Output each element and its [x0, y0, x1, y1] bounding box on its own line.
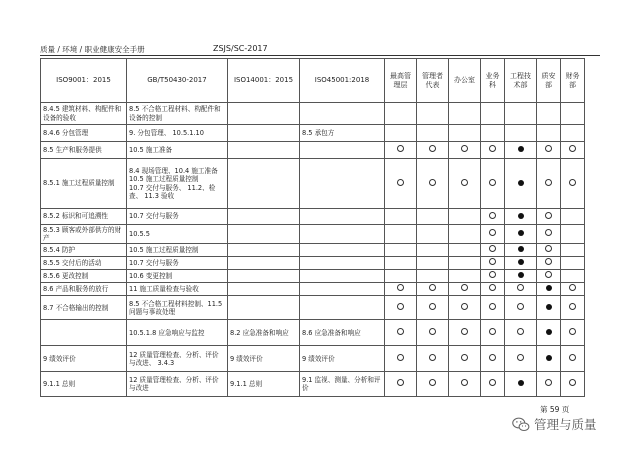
- primary-responsibility-mark: [518, 213, 524, 219]
- cell-iso45001: 8.6 应急准备和响应: [300, 320, 385, 346]
- cell-gbt50430: 12 质量管理检查、分析、评价与改进、 3.4.3: [127, 346, 228, 372]
- table-row: [41, 320, 585, 346]
- responsibility-cell: [449, 225, 481, 244]
- related-responsibility-mark: [569, 145, 576, 152]
- responsibility-cell: [417, 142, 449, 159]
- responsibility-cell: [449, 142, 481, 159]
- responsibility-cell: [481, 372, 505, 397]
- related-responsibility-mark: [489, 271, 496, 278]
- table-row: [41, 270, 585, 283]
- cell-iso9001: 8.5.5 交付后的活动: [41, 257, 127, 270]
- responsibility-cell: [449, 103, 481, 125]
- related-responsibility-mark: [489, 303, 496, 310]
- related-responsibility-mark: [569, 284, 576, 291]
- cell-iso14001: 9 绩效评价: [228, 346, 300, 372]
- responsibility-cell: [505, 103, 537, 125]
- related-responsibility-mark: [545, 212, 552, 219]
- responsibility-cell: [537, 159, 561, 209]
- cell-gbt50430: 10.6 变更控制: [127, 270, 228, 283]
- cell-iso14001: [228, 283, 300, 296]
- responsibility-cell: [561, 283, 585, 296]
- cell-iso9001: 8.5.3 顾客或外部供方的财产: [41, 225, 127, 244]
- cell-iso9001: 9 绩效评价: [41, 346, 127, 372]
- col-header-iso45001: ISO45001:2018: [300, 59, 385, 103]
- related-responsibility-mark: [489, 379, 496, 386]
- related-responsibility-mark: [569, 379, 576, 386]
- primary-responsibility-mark: [518, 380, 524, 386]
- responsibility-cell: [505, 244, 537, 257]
- related-responsibility-mark: [461, 328, 468, 335]
- cell-iso45001: [300, 296, 385, 320]
- related-responsibility-mark: [489, 354, 496, 361]
- cell-iso9001: 8.5.6 更改控制: [41, 270, 127, 283]
- responsibility-cell: [417, 103, 449, 125]
- responsibility-cell: [385, 346, 417, 372]
- responsibility-cell: [505, 125, 537, 142]
- related-responsibility-mark: [489, 284, 496, 291]
- responsibility-cell: [481, 209, 505, 225]
- responsibility-cell: [481, 283, 505, 296]
- related-responsibility-mark: [545, 379, 552, 386]
- responsibility-cell: [505, 159, 537, 209]
- cell-iso14001: [228, 209, 300, 225]
- responsibility-cell: [417, 125, 449, 142]
- related-responsibility-mark: [397, 303, 404, 310]
- cell-iso14001: [228, 225, 300, 244]
- document-code: ZSJS/SC-2017: [213, 44, 268, 53]
- responsibility-cell: [481, 225, 505, 244]
- table-row: [41, 125, 585, 142]
- cell-iso14001: 9.1.1 总则: [228, 372, 300, 397]
- primary-responsibility-mark: [518, 259, 524, 265]
- cell-iso9001: 8.7 不合格输出的控制: [41, 296, 127, 320]
- cell-iso14001: [228, 296, 300, 320]
- responsibility-cell: [417, 244, 449, 257]
- responsibility-cell: [561, 346, 585, 372]
- page-header: [40, 42, 600, 56]
- responsibility-cell: [505, 225, 537, 244]
- col-header-gbt50430: GB/T50430-2017: [127, 59, 228, 103]
- responsibility-cell: [481, 159, 505, 209]
- responsibility-cell: [385, 142, 417, 159]
- manual-title: 质量 / 环境 / 职业健康安全手册: [40, 45, 145, 54]
- cell-gbt50430: 11 施工质量检查与验收: [127, 283, 228, 296]
- cell-iso45001: 9.1 监视、测量、分析和评价: [300, 372, 385, 397]
- responsibility-cell: [385, 159, 417, 209]
- table-row: [41, 283, 585, 296]
- responsibility-cell: [537, 125, 561, 142]
- responsibility-cell: [537, 270, 561, 283]
- responsibility-cell: [561, 244, 585, 257]
- related-responsibility-mark: [461, 179, 468, 186]
- related-responsibility-mark: [545, 179, 552, 186]
- cell-gbt50430: 10.5.1.8 应急响应与监控: [127, 320, 228, 346]
- cell-iso14001: 8.2 应急准备和响应: [228, 320, 300, 346]
- col-header-finance: 财务部: [561, 59, 585, 103]
- responsibility-cell: [561, 142, 585, 159]
- responsibility-cell: [417, 159, 449, 209]
- cell-gbt50430: 8.5 不合格工程材料控制、11.5 问题与事故处理: [127, 296, 228, 320]
- cell-iso9001: 8.5.1 施工过程质量控制: [41, 159, 127, 209]
- related-responsibility-mark: [489, 245, 496, 252]
- related-responsibility-mark: [569, 303, 576, 310]
- responsibility-cell: [537, 142, 561, 159]
- related-responsibility-mark: [517, 354, 524, 361]
- responsibility-cell: [385, 257, 417, 270]
- col-header-iso9001: ISO9001：2015: [41, 59, 127, 103]
- cell-iso14001: [228, 142, 300, 159]
- related-responsibility-mark: [545, 245, 552, 252]
- related-responsibility-mark: [569, 328, 576, 335]
- responsibility-cell: [505, 372, 537, 397]
- responsibility-cell: [505, 257, 537, 270]
- responsibility-cell: [481, 320, 505, 346]
- cell-gbt50430: 10.7 交付与服务: [127, 257, 228, 270]
- responsibility-cell: [505, 320, 537, 346]
- responsibility-cell: [537, 296, 561, 320]
- responsibility-cell: [417, 372, 449, 397]
- responsibility-cell: [417, 257, 449, 270]
- responsibility-cell: [537, 372, 561, 397]
- responsibility-cell: [385, 209, 417, 225]
- cell-gbt50430: 10.5 施工准备: [127, 142, 228, 159]
- watermark-text: 管理与质量: [534, 417, 597, 432]
- table-header-row: [41, 59, 585, 103]
- responsibility-cell: [385, 320, 417, 346]
- related-responsibility-mark: [489, 328, 496, 335]
- responsibility-cell: [417, 346, 449, 372]
- responsibility-cell: [481, 270, 505, 283]
- responsibility-cell: [505, 209, 537, 225]
- primary-responsibility-mark: [518, 146, 524, 152]
- responsibility-cell: [449, 320, 481, 346]
- responsibility-cell: [505, 142, 537, 159]
- cell-iso45001: [300, 283, 385, 296]
- related-responsibility-mark: [489, 229, 496, 236]
- related-responsibility-mark: [429, 354, 436, 361]
- primary-responsibility-mark: [518, 272, 524, 278]
- cell-iso14001: [228, 103, 300, 125]
- cell-iso45001: [300, 142, 385, 159]
- cell-gbt50430: 10.5.5: [127, 225, 228, 244]
- cell-iso45001: 9 绩效评价: [300, 346, 385, 372]
- primary-responsibility-mark: [518, 230, 524, 236]
- related-responsibility-mark: [429, 328, 436, 335]
- related-responsibility-mark: [569, 179, 576, 186]
- cell-iso14001: [228, 244, 300, 257]
- responsibility-cell: [449, 372, 481, 397]
- primary-responsibility-mark: [518, 180, 524, 186]
- related-responsibility-mark: [397, 354, 404, 361]
- cell-gbt50430: 10.5 施工过程质量控制: [127, 244, 228, 257]
- primary-responsibility-mark: [546, 285, 552, 291]
- cell-iso14001: [228, 270, 300, 283]
- cell-iso9001: 8.5.4 防护: [41, 244, 127, 257]
- related-responsibility-mark: [461, 379, 468, 386]
- responsibility-cell: [385, 125, 417, 142]
- related-responsibility-mark: [545, 145, 552, 152]
- cell-iso9001: 8.4.5 建筑材料、构配件和设备的验收: [41, 103, 127, 125]
- related-responsibility-mark: [489, 179, 496, 186]
- related-responsibility-mark: [545, 258, 552, 265]
- col-header-office: 办公室: [449, 59, 481, 103]
- responsibility-cell: [385, 103, 417, 125]
- cell-iso45001: [300, 225, 385, 244]
- responsibility-cell: [505, 283, 537, 296]
- responsibility-cell: [449, 159, 481, 209]
- responsibility-cell: [449, 244, 481, 257]
- responsibility-cell: [481, 125, 505, 142]
- responsibility-cell: [561, 125, 585, 142]
- responsibility-cell: [449, 270, 481, 283]
- related-responsibility-mark: [489, 258, 496, 265]
- related-responsibility-mark: [517, 328, 524, 335]
- cell-iso9001: 9.1.1 总则: [41, 372, 127, 397]
- col-header-quality-safety: 质安部: [537, 59, 561, 103]
- cell-iso45001: 8.5 承包方: [300, 125, 385, 142]
- related-responsibility-mark: [517, 284, 524, 291]
- responsibility-cell: [449, 257, 481, 270]
- related-responsibility-mark: [397, 179, 404, 186]
- responsibility-cell: [481, 346, 505, 372]
- table-row: [41, 257, 585, 270]
- responsibility-cell: [561, 270, 585, 283]
- table-row: [41, 159, 585, 209]
- cell-iso14001: [228, 257, 300, 270]
- responsibility-cell: [417, 283, 449, 296]
- responsibility-cell: [537, 103, 561, 125]
- cell-iso9001: [41, 320, 127, 346]
- related-responsibility-mark: [517, 303, 524, 310]
- related-responsibility-mark: [429, 145, 436, 152]
- related-responsibility-mark: [397, 328, 404, 335]
- responsibility-cell: [449, 209, 481, 225]
- table-row: [41, 225, 585, 244]
- responsibility-cell: [385, 283, 417, 296]
- primary-responsibility-mark: [518, 246, 524, 252]
- related-responsibility-mark: [429, 379, 436, 386]
- responsibility-cell: [385, 225, 417, 244]
- related-responsibility-mark: [397, 284, 404, 291]
- cell-iso45001: [300, 257, 385, 270]
- related-responsibility-mark: [545, 229, 552, 236]
- responsibility-cell: [449, 125, 481, 142]
- responsibility-cell: [481, 142, 505, 159]
- responsibility-cell: [417, 296, 449, 320]
- primary-responsibility-mark: [546, 304, 552, 310]
- related-responsibility-mark: [429, 303, 436, 310]
- responsibility-cell: [385, 270, 417, 283]
- cell-iso9001: 8.4.6 分包管理: [41, 125, 127, 142]
- responsibility-cell: [385, 244, 417, 257]
- responsibility-cell: [561, 257, 585, 270]
- responsibility-cell: [561, 103, 585, 125]
- cell-iso45001: [300, 159, 385, 209]
- related-responsibility-mark: [429, 284, 436, 291]
- col-header-iso14001: ISO14001：2015: [228, 59, 300, 103]
- cell-gbt50430: 8.5 不合格工程材料、构配件和设备的控制: [127, 103, 228, 125]
- primary-responsibility-mark: [546, 355, 552, 361]
- responsibility-cell: [481, 257, 505, 270]
- table-row: [41, 244, 585, 257]
- responsibility-cell: [481, 296, 505, 320]
- responsibility-matrix-table: [40, 58, 585, 397]
- responsibility-cell: [561, 225, 585, 244]
- responsibility-cell: [417, 270, 449, 283]
- table-row: [41, 296, 585, 320]
- responsibility-cell: [561, 320, 585, 346]
- cell-iso45001: [300, 270, 385, 283]
- table-row: [41, 346, 585, 372]
- responsibility-cell: [537, 225, 561, 244]
- responsibility-cell: [537, 346, 561, 372]
- primary-responsibility-mark: [546, 329, 552, 335]
- header-rule: [40, 55, 600, 56]
- cell-iso9001: 8.6 产品和服务的放行: [41, 283, 127, 296]
- responsibility-cell: [561, 209, 585, 225]
- responsibility-cell: [417, 209, 449, 225]
- responsibility-cell: [385, 296, 417, 320]
- cell-iso45001: [300, 209, 385, 225]
- related-responsibility-mark: [461, 354, 468, 361]
- responsibility-cell: [505, 346, 537, 372]
- cell-gbt50430: 10.7 交付与服务: [127, 209, 228, 225]
- responsibility-cell: [537, 257, 561, 270]
- cell-gbt50430: 9. 分包管理、 10.5.1.10: [127, 125, 228, 142]
- cell-gbt50430: 8.4 现场管理、10.4 施工准备 10.5 施工过程质量控制 10.7 交付与服务、 11.2、检查、 11.3 验收: [127, 159, 228, 209]
- related-responsibility-mark: [397, 379, 404, 386]
- wechat-icon: [512, 417, 530, 432]
- table-row: [41, 209, 585, 225]
- cell-iso9001: 8.5.2 标识和可追溯性: [41, 209, 127, 225]
- related-responsibility-mark: [461, 303, 468, 310]
- responsibility-cell: [537, 244, 561, 257]
- cell-iso14001: [228, 159, 300, 209]
- cell-iso9001: 8.5 生产和服务提供: [41, 142, 127, 159]
- cell-gbt50430: 12 质量管理检查、分析、评价与改进: [127, 372, 228, 397]
- watermark: [512, 414, 597, 434]
- responsibility-cell: [561, 372, 585, 397]
- related-responsibility-mark: [397, 145, 404, 152]
- cell-iso45001: [300, 103, 385, 125]
- table-row: [41, 103, 585, 125]
- table-row: [41, 372, 585, 397]
- responsibility-cell: [417, 320, 449, 346]
- related-responsibility-mark: [461, 284, 468, 291]
- responsibility-cell: [385, 372, 417, 397]
- responsibility-cell: [481, 103, 505, 125]
- col-header-business: 业务科: [481, 59, 505, 103]
- cell-iso45001: [300, 244, 385, 257]
- cell-iso14001: [228, 125, 300, 142]
- responsibility-cell: [537, 283, 561, 296]
- related-responsibility-mark: [489, 145, 496, 152]
- related-responsibility-mark: [489, 212, 496, 219]
- responsibility-cell: [561, 159, 585, 209]
- responsibility-cell: [505, 270, 537, 283]
- col-header-top-management: 最高管理层: [385, 59, 417, 103]
- responsibility-cell: [537, 209, 561, 225]
- responsibility-cell: [449, 296, 481, 320]
- col-header-engineering: 工程技术部: [505, 59, 537, 103]
- responsibility-cell: [449, 283, 481, 296]
- table-row: [41, 142, 585, 159]
- responsibility-cell: [537, 320, 561, 346]
- related-responsibility-mark: [429, 179, 436, 186]
- responsibility-cell: [481, 244, 505, 257]
- related-responsibility-mark: [461, 145, 468, 152]
- col-header-management-rep: 管理者代表: [417, 59, 449, 103]
- responsibility-cell: [561, 296, 585, 320]
- responsibility-cell: [449, 346, 481, 372]
- responsibility-cell: [417, 225, 449, 244]
- related-responsibility-mark: [545, 271, 552, 278]
- responsibility-cell: [505, 296, 537, 320]
- page-number: 第 59 页: [540, 405, 570, 414]
- related-responsibility-mark: [569, 354, 576, 361]
